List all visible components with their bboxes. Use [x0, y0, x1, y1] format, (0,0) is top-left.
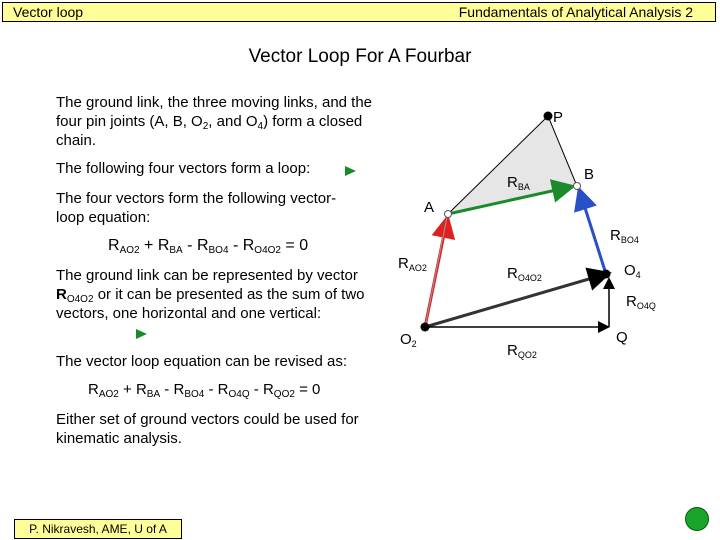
label-RAO2: $R_{AO2}$ — [398, 255, 427, 273]
label-RQO2: $R_{QO2}$ — [507, 342, 537, 360]
next-slide-button[interactable] — [685, 507, 709, 531]
label-A: A — [424, 199, 435, 216]
paragraph-2: The following four vectors form a loop: — [56, 160, 311, 177]
header-right: Fundamentals of Analytical Analysis 2 — [458, 4, 693, 20]
pin-O4 — [602, 270, 611, 279]
pin-B — [574, 183, 581, 190]
pin-O2 — [421, 323, 430, 332]
label-RBO4: $R_{BO4}$ — [610, 227, 639, 245]
label-RO4O2: $R_{O4O2}$ — [507, 265, 542, 283]
label-O2: $O_2$ — [400, 331, 417, 349]
footer-credit: P. Nikravesh, AME, U of A — [14, 519, 182, 539]
paragraph-5: The vector loop equation can be revised as: — [56, 353, 348, 370]
pin-A — [445, 211, 452, 218]
label-RBA: $R_{BA}$ — [507, 174, 530, 192]
slide-title: Vector Loop For A Fourbar — [248, 46, 472, 67]
paragraph-4: The ground link can be represented by vector $R_{O4O2}$ or it can be presented as the sum of two vectors, one horizontal and one vertical: — [56, 267, 365, 322]
paragraph-1: The ground link, the three moving links, and the four pin joints (A, B, $O_2$, and $O_4$) form a closed chain. — [56, 94, 373, 149]
point-P — [544, 112, 553, 121]
vector-BO4-line — [580, 192, 606, 274]
label-O4: $O_4$ — [624, 262, 641, 280]
label-RO4Q: $R_{O4Q}$ — [626, 293, 656, 311]
paragraph-6: Either set of ground vectors could be used for kinematic analysis. — [56, 411, 359, 447]
vector-loop-equation-1: $R_{AO2} + R_{BA} - R_{BO4} - R_{O4O2} = 0$ — [108, 237, 309, 256]
paragraph-3: The four vectors form the following vector-loop equation: — [56, 190, 337, 226]
label-B: B — [584, 166, 595, 183]
vector-loop-equation-2: $R_{AO2} + R_{BA} - R_{BO4} - R_{O4Q} - R_{QO2} = 0$ — [88, 381, 321, 400]
label-Q: Q — [616, 329, 628, 346]
header-left: Vector loop — [13, 4, 84, 20]
label-P: P — [553, 109, 564, 126]
